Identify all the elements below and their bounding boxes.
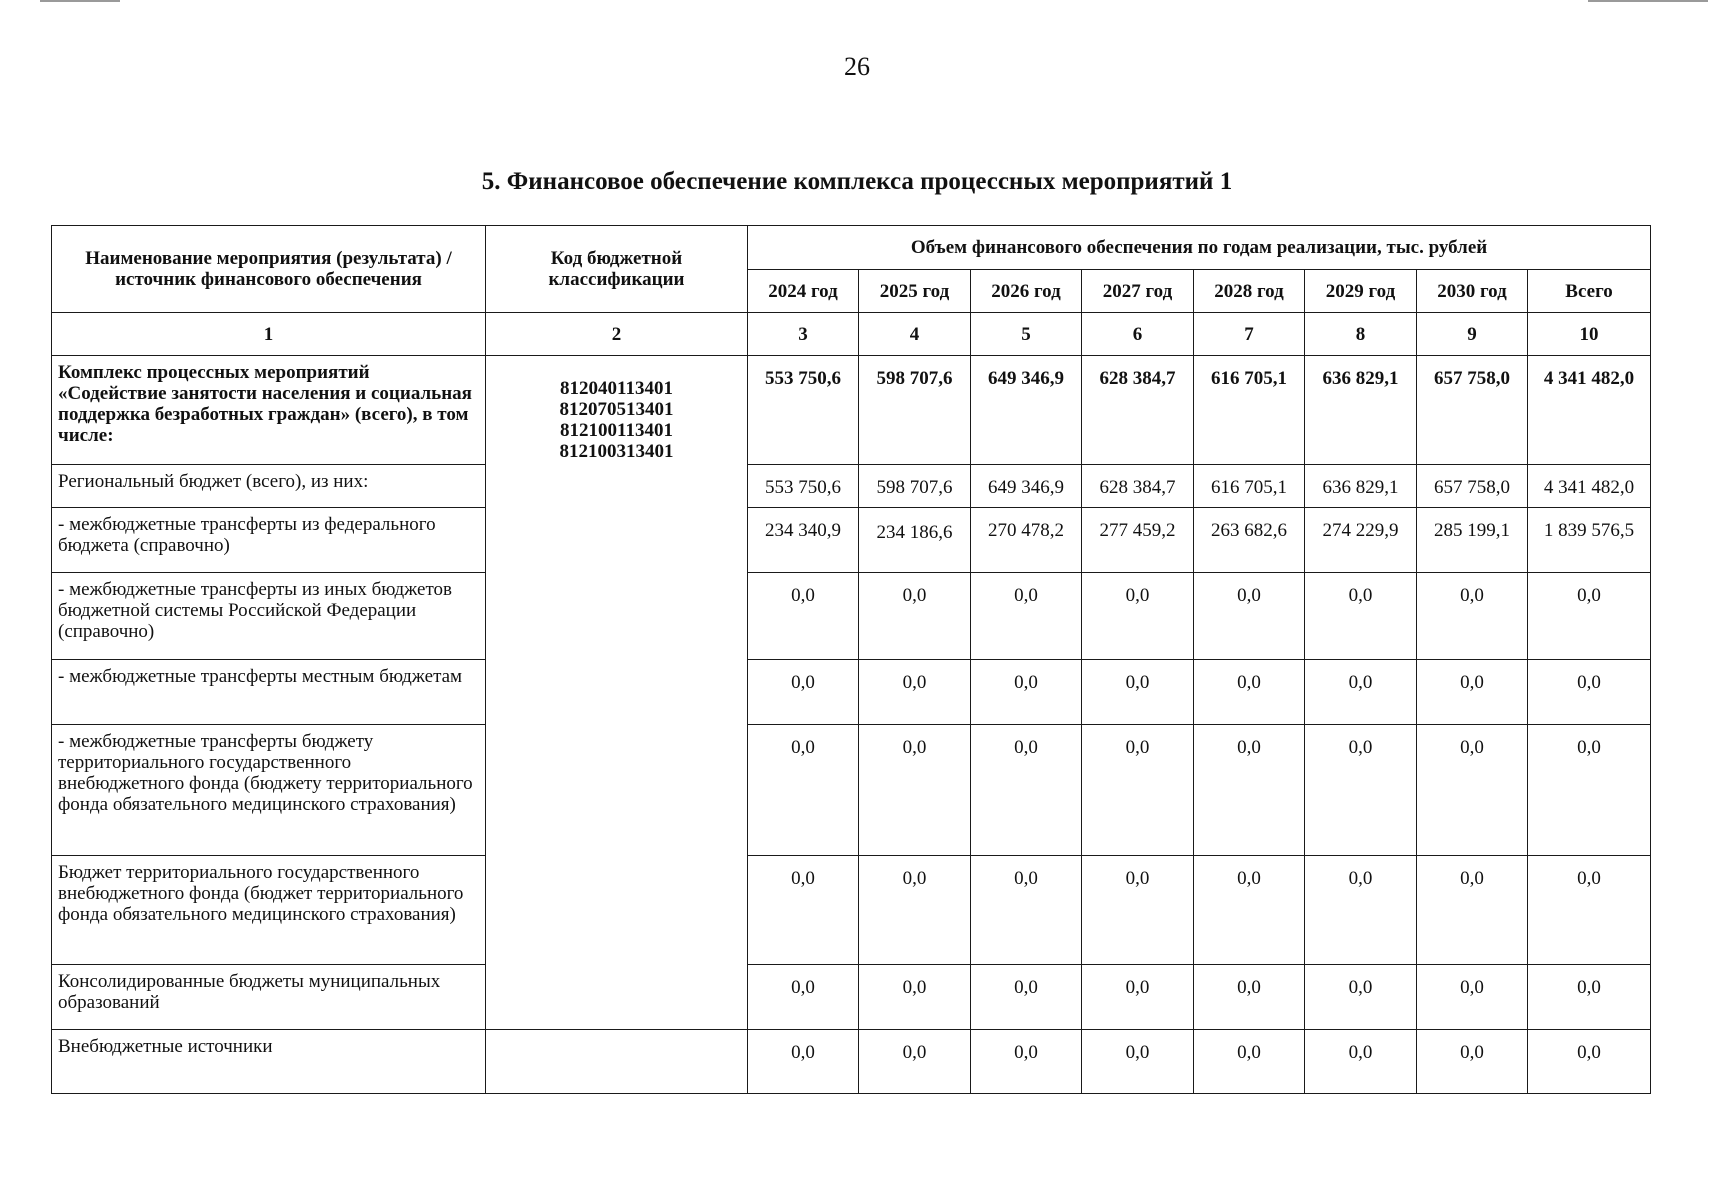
column-index: 3 <box>748 313 859 356</box>
table-row <box>52 465 1651 508</box>
header-year: 2024 год <box>748 270 859 313</box>
table-row <box>52 508 1651 573</box>
value-cell: 0,0 <box>1417 856 1528 965</box>
value-cell: 0,0 <box>1082 660 1194 725</box>
value-cell: 657 758,0 <box>1417 465 1528 508</box>
value-cell: 0,0 <box>748 965 859 1030</box>
value-cell: 0,0 <box>1194 1030 1305 1094</box>
value-cell: 0,0 <box>1417 660 1528 725</box>
header-year: 2028 год <box>1194 270 1305 313</box>
financing-table <box>51 225 1651 1094</box>
value-cell: 4 341 482,0 <box>1528 465 1651 508</box>
scan-edge-mark <box>1588 0 1708 2</box>
value-cell: 0,0 <box>1417 725 1528 856</box>
header-year: 2025 год <box>859 270 971 313</box>
value-cell: 0,0 <box>971 725 1082 856</box>
value-cell: 0,0 <box>1305 573 1417 660</box>
value-cell: 628 384,7 <box>1082 356 1194 465</box>
column-index: 5 <box>971 313 1082 356</box>
row-name: Региональный бюджет (всего), из них: <box>52 465 486 508</box>
header-year: 2027 год <box>1082 270 1194 313</box>
header-total: Всего <box>1528 270 1651 313</box>
budget-code: 812100113401 <box>560 420 673 441</box>
value-cell: 0,0 <box>859 965 971 1030</box>
header-volume-column: Объем финансового обеспечения по годам реализации, тыс. рублей <box>748 226 1651 270</box>
value-cell: 0,0 <box>1194 965 1305 1030</box>
value-cell: 0,0 <box>1528 856 1651 965</box>
value-cell: 616 705,1 <box>1194 356 1305 465</box>
budget-code: 812100313401 <box>559 441 674 462</box>
value-cell: 0,0 <box>1082 1030 1194 1094</box>
header-year: 2029 год <box>1305 270 1417 313</box>
row-name: Консолидированные бюджеты муниципальных образований <box>52 965 486 1030</box>
value-cell: 0,0 <box>971 573 1082 660</box>
table-row <box>52 856 1651 965</box>
table-row <box>52 965 1651 1030</box>
row-name: - межбюджетные трансферты бюджету территориального государственного внебюджетного фонда (бюджету территориального фонда обязательного медицинского страхования) <box>52 725 486 856</box>
value-cell: 0,0 <box>1082 573 1194 660</box>
value-cell: 0,0 <box>859 856 971 965</box>
value-cell: 0,0 <box>1082 856 1194 965</box>
column-index: 1 <box>52 313 486 356</box>
value-cell: 657 758,0 <box>1417 356 1528 465</box>
value-cell: 0,0 <box>748 856 859 965</box>
value-cell: 636 829,1 <box>1305 465 1417 508</box>
value-cell: 0,0 <box>1194 573 1305 660</box>
table-row <box>52 356 1651 465</box>
page-number: 26 <box>844 52 870 81</box>
value-cell: 234 186,6 <box>859 508 971 573</box>
column-index: 4 <box>859 313 971 356</box>
value-cell: 0,0 <box>1528 573 1651 660</box>
value-cell: 0,0 <box>1194 856 1305 965</box>
value-cell: 277 459,2 <box>1082 508 1194 573</box>
value-cell: 649 346,9 <box>971 465 1082 508</box>
value-cell: 0,0 <box>1194 725 1305 856</box>
value-cell: 0,0 <box>859 660 971 725</box>
value-cell: 636 829,1 <box>1305 356 1417 465</box>
value-cell: 0,0 <box>1305 725 1417 856</box>
value-cell: 0,0 <box>1528 660 1651 725</box>
value-cell: 4 341 482,0 <box>1528 356 1651 465</box>
value-cell: 0,0 <box>748 1030 859 1094</box>
value-cell: 0,0 <box>971 660 1082 725</box>
value-cell: 0,0 <box>1417 573 1528 660</box>
value-cell: 270 478,2 <box>971 508 1082 573</box>
scan-edge-mark <box>40 0 120 2</box>
value-cell: 0,0 <box>748 573 859 660</box>
value-cell: 0,0 <box>1528 725 1651 856</box>
header-year: 2030 год <box>1417 270 1528 313</box>
value-cell: 628 384,7 <box>1082 465 1194 508</box>
table-row <box>52 725 1651 856</box>
row-name: - межбюджетные трансферты из федерального бюджета (справочно) <box>52 508 486 573</box>
value-cell: 553 750,6 <box>748 465 859 508</box>
table-row <box>52 573 1651 660</box>
row-name: Внебюджетные источники <box>52 1030 486 1094</box>
value-cell: 0,0 <box>748 660 859 725</box>
empty-code-cell <box>486 1030 748 1094</box>
column-index: 6 <box>1082 313 1194 356</box>
value-cell: 0,0 <box>1082 725 1194 856</box>
value-cell: 285 199,1 <box>1417 508 1528 573</box>
header-name-column: Наименование мероприятия (результата) / источник финансового обеспечения <box>52 226 486 313</box>
value-cell: 0,0 <box>1082 965 1194 1030</box>
value-cell: 0,0 <box>1528 965 1651 1030</box>
column-index: 10 <box>1528 313 1651 356</box>
budget-codes <box>486 356 748 1030</box>
row-name: - межбюджетные трансферты из иных бюджетов бюджетной системы Российской Федерации (справочно) <box>52 573 486 660</box>
value-cell: 0,0 <box>1305 1030 1417 1094</box>
header-year: 2026 год <box>971 270 1082 313</box>
page-title: 5. Финансовое обеспечение комплекса процессных мероприятий 1 <box>481 168 1233 195</box>
value-cell: 263 682,6 <box>1194 508 1305 573</box>
table-row <box>52 1030 1651 1094</box>
value-cell: 0,0 <box>1305 660 1417 725</box>
value-cell: 598 707,6 <box>859 465 971 508</box>
value-cell: 234 340,9 <box>748 508 859 573</box>
value-cell: 1 839 576,5 <box>1528 508 1651 573</box>
value-cell: 598 707,6 <box>859 356 971 465</box>
row-name: Комплекс процессных мероприятий «Содействие занятости населения и социальная поддержка безработных граждан» (всего), в том числе: <box>52 356 486 465</box>
column-index: 9 <box>1417 313 1528 356</box>
header-code-column: Код бюджетной классификации <box>486 226 748 313</box>
value-cell: 274 229,9 <box>1305 508 1417 573</box>
value-cell: 553 750,6 <box>748 356 859 465</box>
row-name: Бюджет территориального государственного внебюджетного фонда (бюджет территориального фонда обязательного медицинского страхования) <box>52 856 486 965</box>
budget-code: 812070513401 <box>559 399 674 420</box>
column-index: 8 <box>1305 313 1417 356</box>
table-row <box>52 660 1651 725</box>
value-cell: 0,0 <box>1417 1030 1528 1094</box>
value-cell: 0,0 <box>971 856 1082 965</box>
value-cell: 0,0 <box>1528 1030 1651 1094</box>
value-cell: 0,0 <box>1305 856 1417 965</box>
value-cell: 0,0 <box>859 1030 971 1094</box>
row-name: - межбюджетные трансферты местным бюджетам <box>52 660 486 725</box>
column-index: 2 <box>486 313 748 356</box>
value-cell: 0,0 <box>859 725 971 856</box>
value-cell: 0,0 <box>1417 965 1528 1030</box>
value-cell: 0,0 <box>748 725 859 856</box>
column-index: 7 <box>1194 313 1305 356</box>
budget-code: 812040113401 <box>560 378 673 399</box>
value-cell: 0,0 <box>859 573 971 660</box>
value-cell: 0,0 <box>1305 965 1417 1030</box>
value-cell: 0,0 <box>971 1030 1082 1094</box>
value-cell: 616 705,1 <box>1194 465 1305 508</box>
value-cell: 649 346,9 <box>971 356 1082 465</box>
value-cell: 0,0 <box>1194 660 1305 725</box>
value-cell: 0,0 <box>971 965 1082 1030</box>
